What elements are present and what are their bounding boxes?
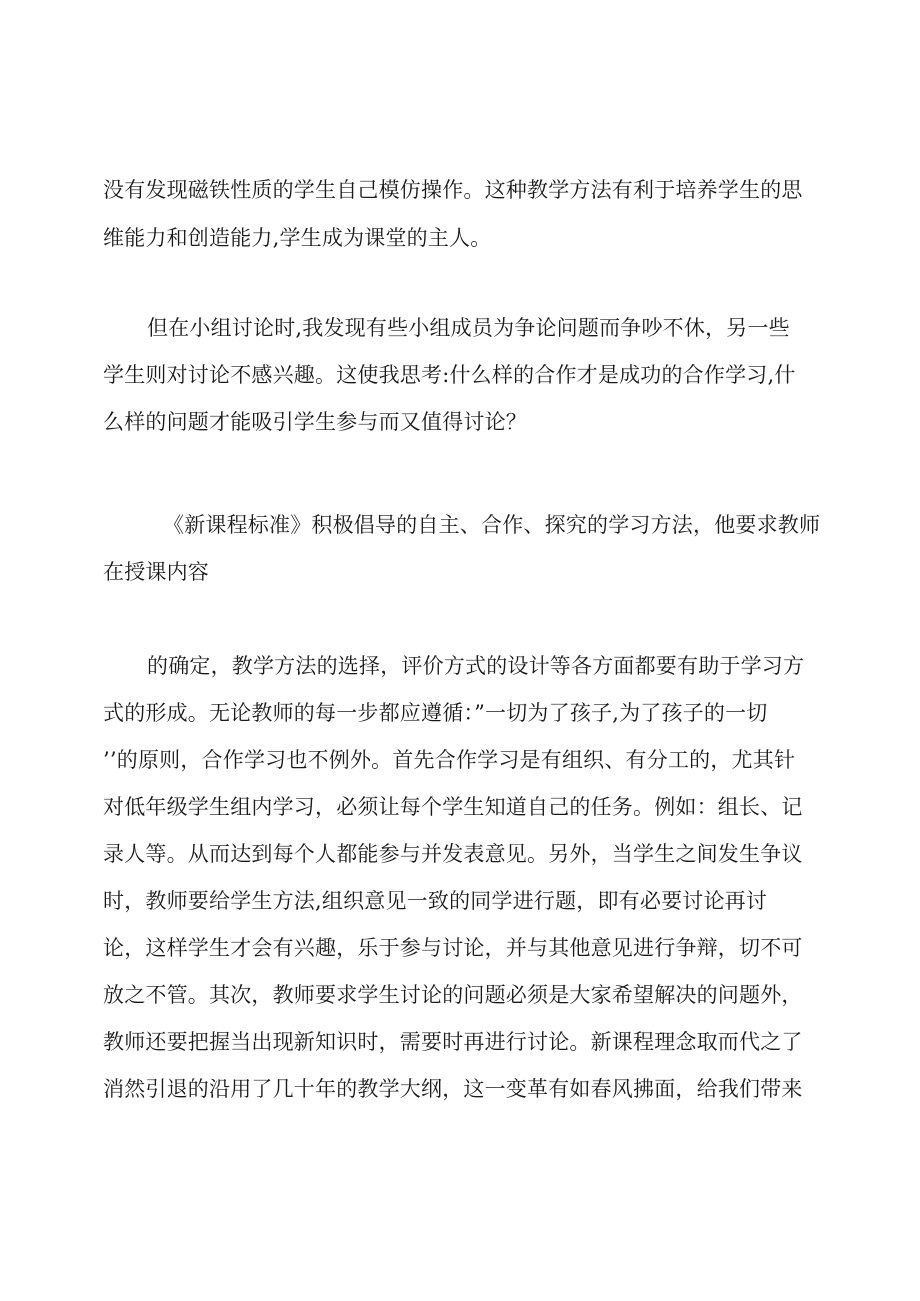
p4-line-6: 时，教师要给学生方法,组织意见一致的同学进行题，即有必要讨论再讨 — [103, 889, 768, 913]
p4-line-4: 对低年级学生组内学习，必须让每个学生知道自己的任务。例如：组长、记 — [103, 795, 803, 819]
p1-line-1: 没有发现磁铁性质的学生自己模仿操作。这种教学方法有利于培养学生的思 — [103, 178, 803, 202]
p4-line-3: ’’的原则，合作学习也不例外。首先合作学习是有组织、有分工的，尤其针 — [103, 748, 796, 772]
p4-line-7: 论，这样学生才会有兴趣，乐于参与讨论，并与其他意见进行争辩，切不可 — [103, 936, 803, 960]
p4-line-2: 式的形成。无论教师的每一步都应遵循：”一切为了孩子,为了孩子的一切 — [103, 701, 768, 725]
p2-line-2: 学生则对讨论不感兴趣。这使我思考:什么样的合作才是成功的合作学习,什 — [103, 363, 796, 387]
p1-line-2: 维能力和创造能力,学生成为课堂的主人。 — [103, 226, 492, 250]
p4-line-5: 录人等。从而达到每个人都能参与并发表意见。另外，当学生之间发生争议 — [103, 842, 803, 866]
p4-line-8: 放之不管。其次，教师要求学生讨论的问题必须是大家希望解决的问题外， — [103, 983, 803, 1007]
p3-line-1: 《新课程标准》积极倡导的自主、合作、探究的学习方法，他要求教师 — [163, 513, 821, 537]
p2-line-1: 但在小组讨论时,我发现有些小组成员为争论问题而争吵不休，另一些 — [147, 316, 790, 340]
p4-line-1: 的确定，教学方法的选择，评价方式的设计等各方面都要有助于学习方 — [147, 654, 805, 678]
p4-line-9: 教师还要把握当出现新知识时，需要时再进行讨论。新课程理念取而代之了 — [103, 1030, 803, 1054]
p2-line-3: 么样的问题才能吸引学生参与而又值得讨论？ — [103, 410, 527, 434]
p4-line-10: 消然引退的沿用了几十年的教学大纲，这一变革有如春风拂面，给我们带来 — [103, 1077, 803, 1101]
p3-line-2: 在授课内容 — [103, 560, 209, 584]
